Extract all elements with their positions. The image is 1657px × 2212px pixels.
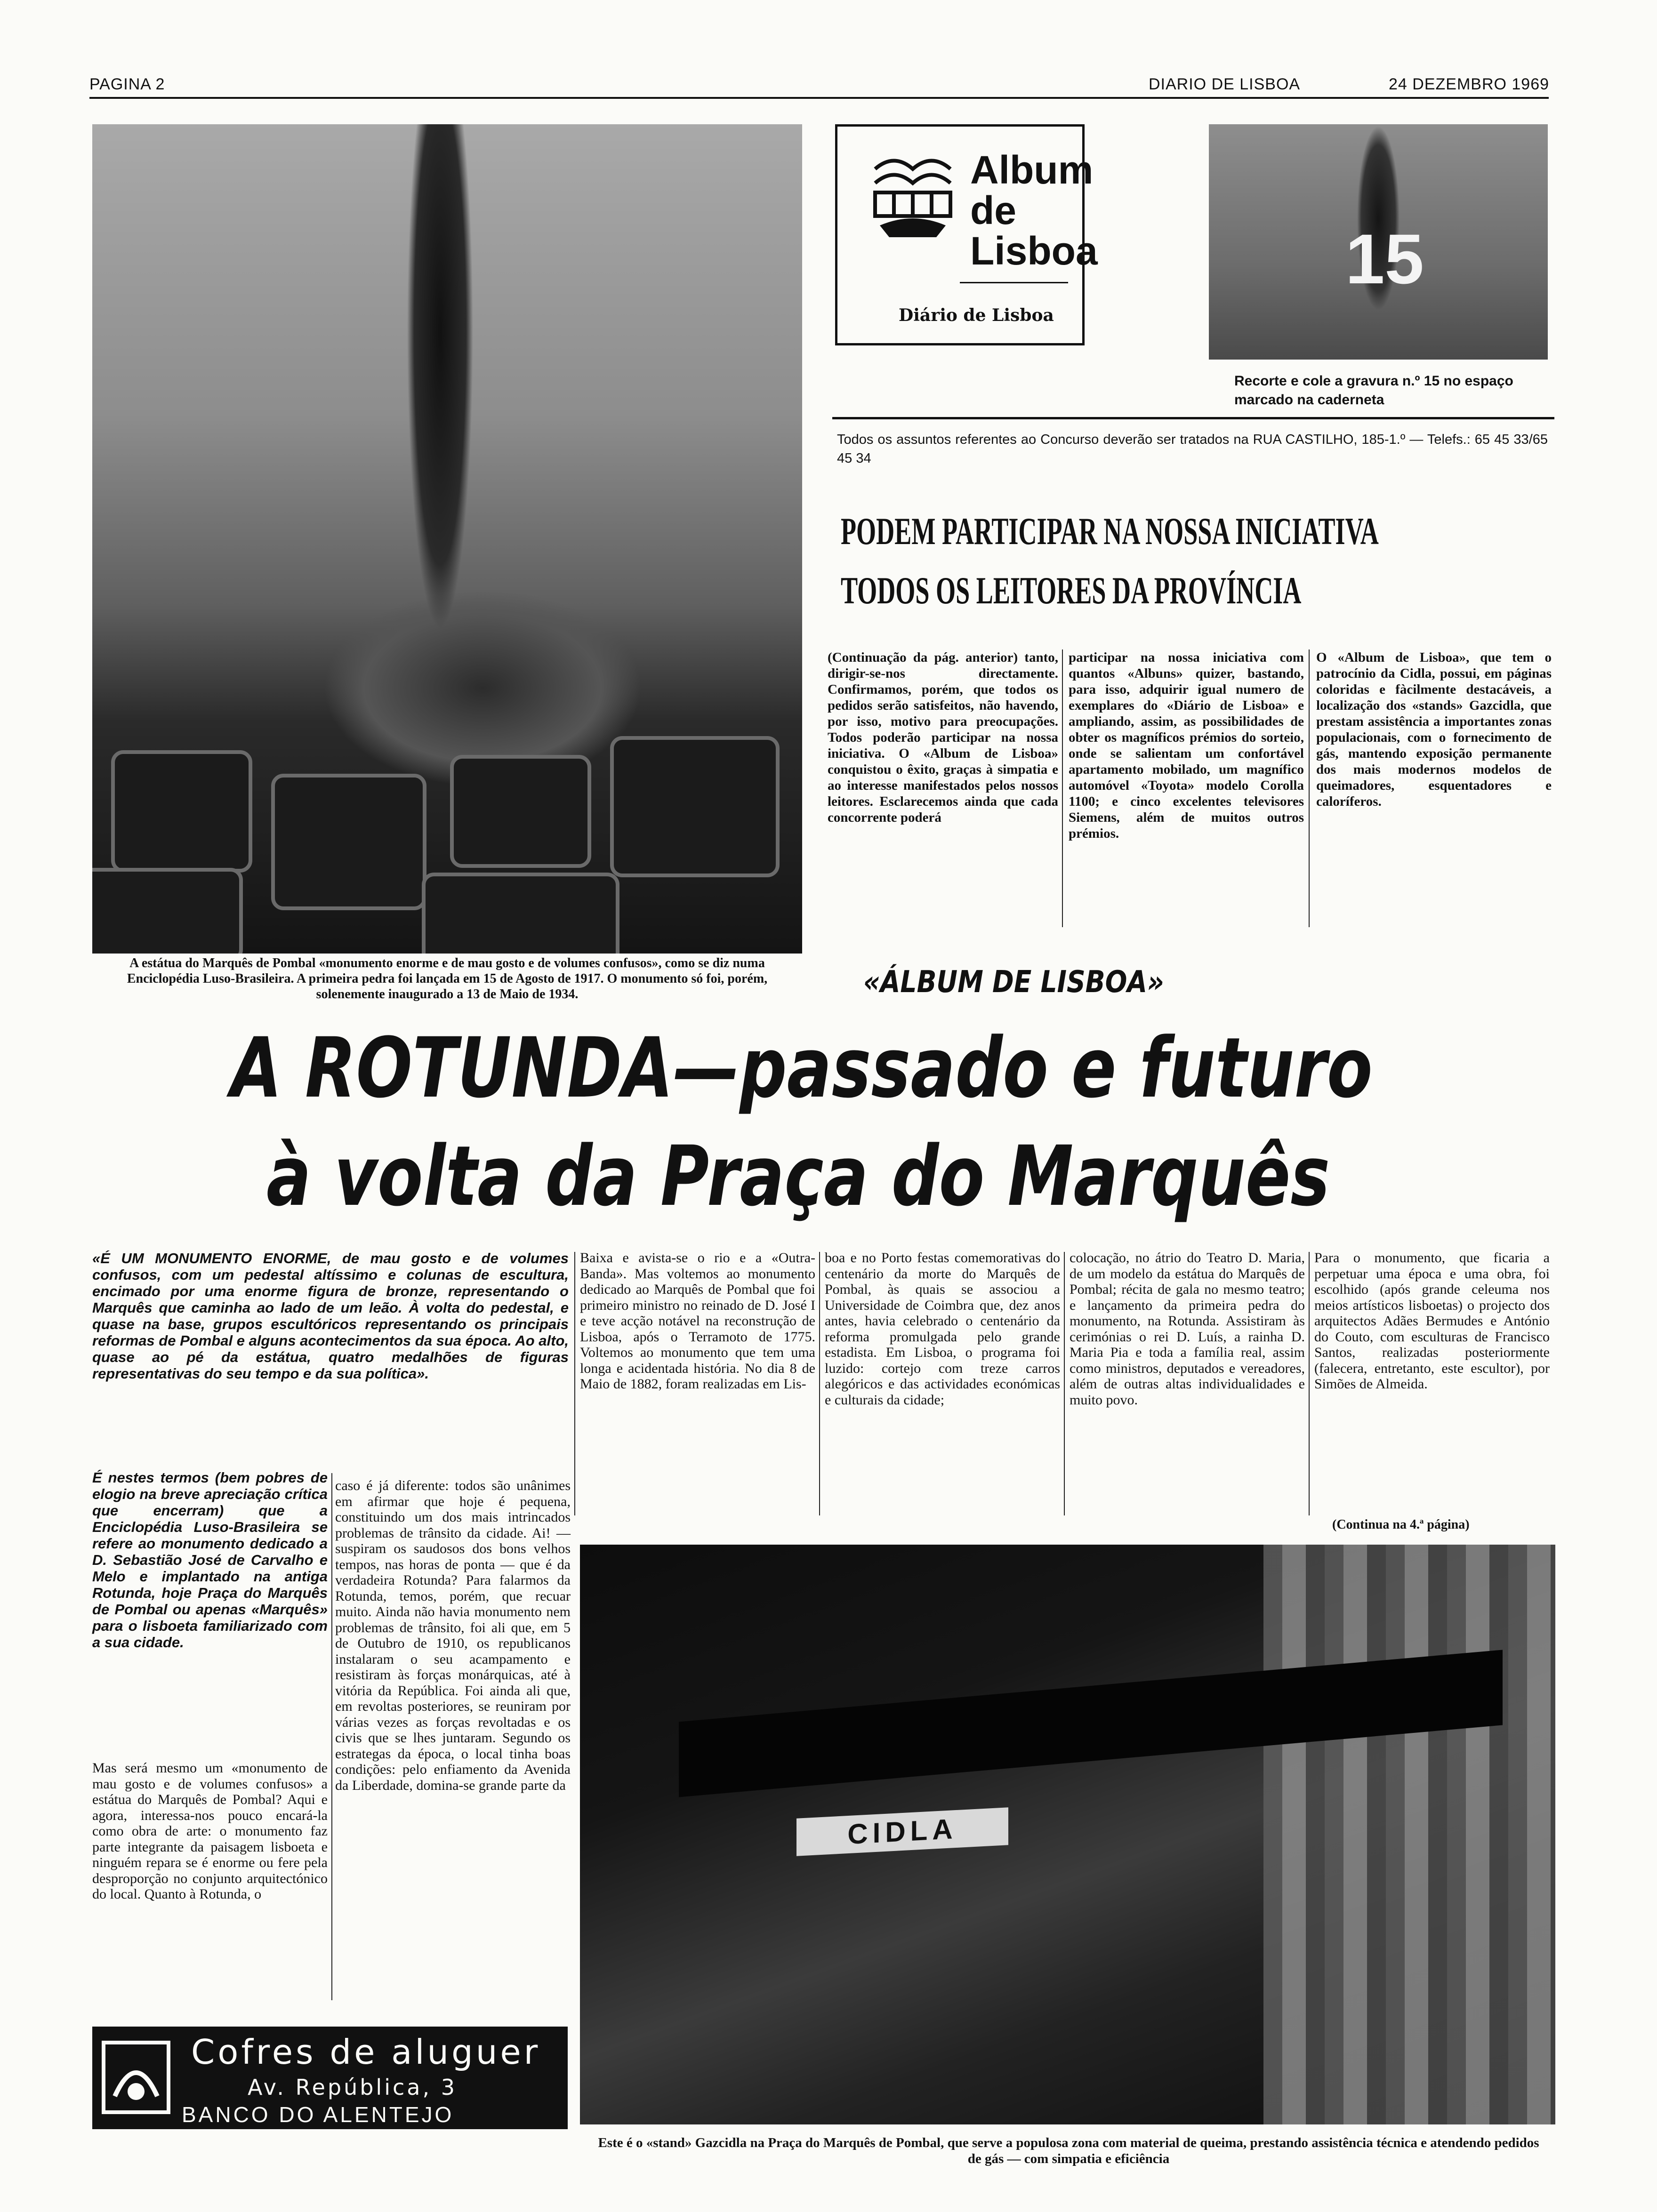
column-divider bbox=[819, 1252, 820, 1515]
continua-note: (Continua na 4.ª página) bbox=[1332, 1517, 1470, 1532]
gravura-photo bbox=[1209, 124, 1548, 360]
logo-masthead: Diário de Lisboa bbox=[899, 305, 1054, 325]
bank-logo-icon bbox=[101, 2040, 171, 2115]
participar-column-3: O «Album de Lisboa», que tem o patrocínio da Cidla, possui, em páginas coloridas e fàcilmente destacáveis, a localização dos «stands» Gazcidla, que prestam assistência a importantes zonas populacionais, com o fornecimento de gás, mantendo exposição permanente dos mais modernos modelos de queimadores, esquentadores e caloríferos. bbox=[1316, 650, 1552, 809]
lisbon-arms-icon bbox=[866, 155, 960, 249]
header-rule bbox=[89, 97, 1549, 99]
participar-column-2: participar na nossa iniciativa com quantos «Albuns» quizer, bastando, para isso, adquirir igual numero de exemplares do «Diário de Lisboa» e ampliando, assim, as possibilidades de obter os magníficos prémios do sorteio, onde se salientam um confortável apartamento mobilado, um magnífico automóvel «Toyota» modelo Corolla 1100; e cinco excelentes televisores Siemens, além de muitos outros prémios. bbox=[1069, 650, 1304, 841]
logo-rule bbox=[960, 282, 1068, 283]
album-de-lisboa-logo bbox=[835, 124, 1098, 345]
top-right-rule bbox=[832, 417, 1554, 419]
headline-participar-1: PODEM PARTICIPAR NA NOSSA INICIATIVA bbox=[841, 510, 1379, 553]
cidla-sign: CIDLA bbox=[796, 1807, 1008, 1856]
kicker: «ÁLBUM DE LISBOA» bbox=[863, 965, 1164, 1000]
logo-title-de: de bbox=[970, 188, 1017, 232]
main-photo-caption: A estátua do Marquês de Pombal «monumento enorme e de mau gosto e de volumes confusos», como se diz numa Enciclopédia Luso-Brasileira. A primeira pedra foi lançada em 15 de Agosto de 1917. O monumento só foi, porém, solenemente inaugurado a 13 de Maio de 1934. bbox=[127, 956, 768, 1002]
page-number: PAGINA 2 bbox=[89, 75, 165, 93]
article-column-5: colocação, no átrio do Teatro D. Maria, de um modelo da estátua do Marquês de Pombal; récita de gala no mesmo teatro; e lançamento da primeira pedra do monumento, na Rotunda. Assistiram às cerimónias o rei D. Luís, a rainha D. Maria Pia e toda a família real, assim como ministros, deputados e vereadores, além de outras altas individualidades e muito povo. bbox=[1070, 1250, 1305, 1408]
newspaper-name: DIARIO DE LISBOA bbox=[1149, 75, 1301, 93]
gravura-number: 15 bbox=[1345, 219, 1424, 298]
column-divider bbox=[574, 1252, 575, 1515]
issue-date: 24 DEZEMBRO 1969 bbox=[1389, 75, 1550, 93]
column-divider bbox=[1062, 649, 1063, 927]
article-title-line-1: A ROTUNDA—passado e futuro bbox=[231, 1020, 1373, 1116]
article-column-4: boa e no Porto festas comemorativas do centenário da morte do Marquês de Pombal, às quais se associou a Universidade de Coimbra que, dez anos antes, havia celebrado o centenário da reforma promulgada pelo grande estadista. Em Lisboa, o programa foi luzido: cortejo com treze carros alegóricos e das actividades económicas e culturais da cidade; bbox=[825, 1250, 1060, 1408]
gazcidla-stand-photo bbox=[580, 1545, 1555, 2124]
pombal-statue-photo bbox=[92, 124, 802, 954]
article-column-3: Baixa e avista-se o rio e a «Outra-Banda». Mas voltemos ao monumento dedicado ao Marquês de Pombal que foi primeiro ministro no reinado de D. José I e teve acção notável na reconstrução de Lisboa, após o Terramoto de 1775. Voltemos ao monumento que tem uma longa e acidentada história. No dia 8 de Maio de 1882, foram realizadas em Lis- bbox=[580, 1250, 815, 1392]
article-column-1: Mas será mesmo um «monumento de mau gosto e de volumes confusos» a estátua do Marquês de Pombal? Aqui e agora, interessa-nos pouco encará-la como obra de arte: o monumento faz parte integrante da paisagem lisboeta e ninguém repara se é enorme ou fere pela desproporção no conjunto arquitectónico do local. Quanto à Rotunda, o bbox=[92, 1760, 328, 1902]
article-column-6: Para o monumento, que ficaria a perpetuar uma época e uma obra, foi escolhido (após grande celeuma nos meios artísticos lisboetas) o projecto dos arquitectos Adães Bermudes e António do Couto, com esculturas de Francisco Santos, realizadas posteriormente (falecera, entretanto, este escultor), por Simões de Almeida. bbox=[1314, 1250, 1550, 1392]
column-divider bbox=[1309, 649, 1310, 927]
logo-title-lisboa: Lisboa bbox=[970, 229, 1098, 273]
headline-participar-2: TODOS OS LEITORES DA PROVÍNCIA bbox=[841, 569, 1302, 612]
concurso-note: Todos os assuntos referentes ao Concurso deverão ser tratados na RUA CASTILHO, 185-1.º — Telefs.: 65 45 33/65 45 34 bbox=[837, 432, 1548, 466]
participar-column-1: (Continuação da pág. anterior) tanto, dirigir-se-nos directamente. Confirmamos, porém, que todos os pedidos serão satisfeitos, não havendo, por isso, motivo para preocupações. Todos poderão participar na nossa iniciativa. O «Album de Lisboa» conquistou o êxito, graças à simpatia e ao interesse manifestados pelos nossos leitores. Esclarecemos ainda que cada concorrente poderá bbox=[828, 650, 1058, 825]
gravura-caption: Recorte e cole a gravura n.º 15 no espaço marcado na caderneta bbox=[1234, 373, 1513, 408]
article-column-1-bold: É nestes termos (bem pobres de elogio na breve apreciação crítica que encerram) que a Enciclopédia Luso-Brasileira se refere ao monumento dedicado a D. Sebastião José de Carvalho e Melo e implantado na antiga Rotunda, hoje Praça do Marquês de Pombal ou apenas «Marquês» para o lisboeta familiarizado com a sua cidade. bbox=[92, 1469, 328, 1651]
article-column-2: caso é já diferente: todos são unânimes em afirmar que hoje é pequena, constituindo um dos mais intrincados problemas de trânsito da cidade. Ai! — suspiram os saudosos dos bons velhos tempos, nas horas de ponta — que é da verdadeira Rotunda? Para falarmos da Rotunda, temos, porém, que recuar muito. Ainda não havia monumento nem problemas de trânsito, foi ali que, em 5 de Outubro de 1910, os republicanos instalaram o seu acampamento e resistiram às forças monárquicas, até à vitória da República. Foi ainda ali que, em revoltas posteriores, se reuniram por várias vezes as forças revoltadas e os civis que se lhes juntaram. Segundo os estrategas da época, o local tinha boas condições: pelo enfiamento da Avenida da Liberdade, domina-se grande parte da bbox=[335, 1478, 571, 1793]
ad-bank-name: BANCO DO ALENTEJO bbox=[182, 2102, 454, 2127]
bank-advertisement bbox=[92, 2027, 568, 2129]
column-divider bbox=[331, 1473, 332, 2000]
column-divider bbox=[1309, 1252, 1310, 1515]
ad-headline: Cofres de aluguer bbox=[191, 2032, 541, 2072]
logo-title-album: Album bbox=[970, 148, 1094, 192]
article-title-line-2: à volta da Praça do Marquês bbox=[266, 1128, 1330, 1225]
article-lead: «É UM MONUMENTO ENORME, de mau gosto e de volumes confusos, com um pedestal altíssimo e colunas de escultura, encimado por uma enorme figura de bronze, representando o Marquês que caminha ao lado de um leão. À volta do pedestal, e quase na base, grupos escultóricos representando os principais reformas de Pombal e alguns acontecimentos da sua época. Ao alto, quase ao pé da estátua, quatro medalhões de figuras representativas do seu tempo e da sua política». bbox=[92, 1250, 569, 1382]
ad-address: Av. República, 3 bbox=[248, 2075, 457, 2100]
column-divider bbox=[1064, 1252, 1065, 1515]
gazcidla-photo-caption: Este é o «stand» Gazcidla na Praça do Marquês de Pombal, que serve a populosa zona com material de queima, prestando assistência técnica e atendendo pedidos de gás — com simpatia e eficiência bbox=[598, 2135, 1539, 2166]
